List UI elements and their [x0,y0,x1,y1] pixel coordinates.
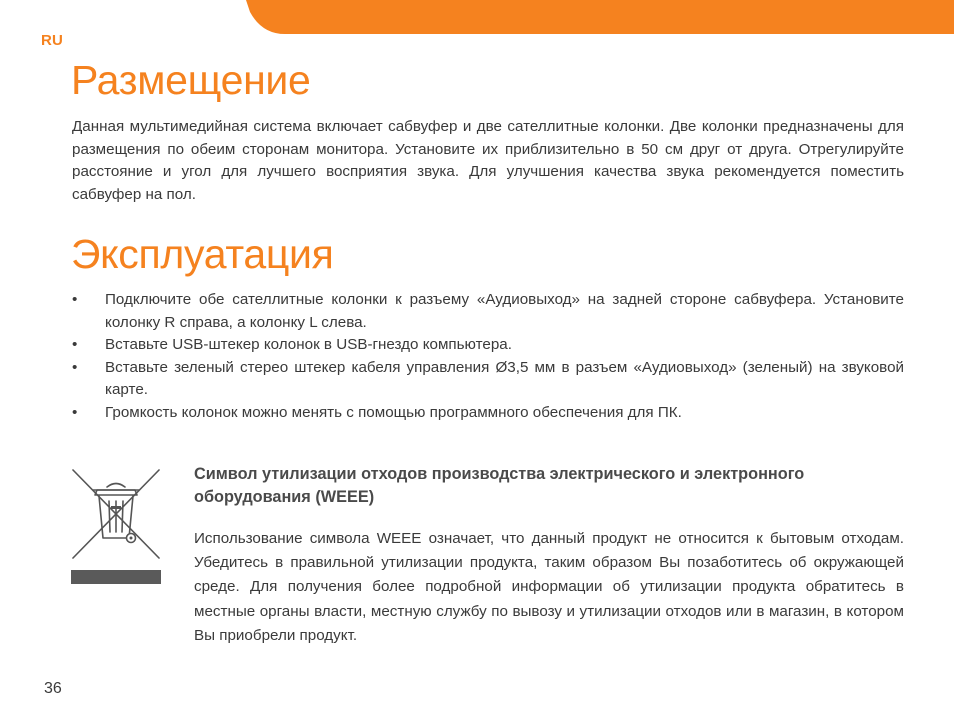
placement-heading: Размещение [71,57,311,103]
operation-item-text: Громкость колонок можно менять с помощью программного обеспечения для ПК. [105,403,682,421]
operation-list-item [72,357,904,402]
operation-heading: Эксплуатация [71,231,334,277]
operation-list-item [72,402,904,425]
bullet-marker: • [72,336,78,354]
operation-item-text: Подключите обе сателлитные колонки к разъему «Аудиовыход» на задней стороне сабвуфера. Установите колонку R справа, а колонку L слева. [105,291,904,331]
bullet-marker: • [72,291,78,308]
page-number: 36 [44,680,62,697]
operation-list-item [72,334,904,357]
language-label: RU [41,32,64,49]
crossed-out-wheelie-bin-icon [71,466,161,586]
operation-list [72,289,904,425]
operation-item-text: Вставьте USB-штекер колонок в USB-гнездо компьютера. [105,336,512,354]
operation-list-item [72,289,904,334]
weee-heading: Символ утилизации отходов производства электрического и электронного оборудования (WEEE) [194,465,805,506]
bullet-marker: • [72,358,78,376]
bullet-marker: • [72,403,78,421]
operation-item-text: Вставьте зеленый стерео штекер кабеля управления Ø3,5 мм в разъем «Аудиовыход» (зеленый) на звуковой карте. [105,358,904,399]
weee-paragraph: Использование символа WEEE означает, что данный продукт не относится к бытовым отходам. Убедитесь в правильной утилизации продукта, таким образом Вы позаботитесь об окружающей среде. Для получения более подробной информации об утилизации продукта обратитесь в местные органы власти, местную службу по вывозу и утилизации отходов или в магазин, в котором Вы приобрели продукт. [194,530,904,644]
header-orange-band [0,0,954,34]
placement-paragraph: Данная мультимедийная система включает сабвуфер и две сателлитные колонки. Две колонки предназначены для размещения по обеим сторонам монитора. Установите их приблизительно в 50 см друг от друга. Отрегулируйте расстояние и угол для лучшего восприятия звука. Для улучшения качества звука рекомендуется поместить сабвуфер на пол. [72,118,904,203]
